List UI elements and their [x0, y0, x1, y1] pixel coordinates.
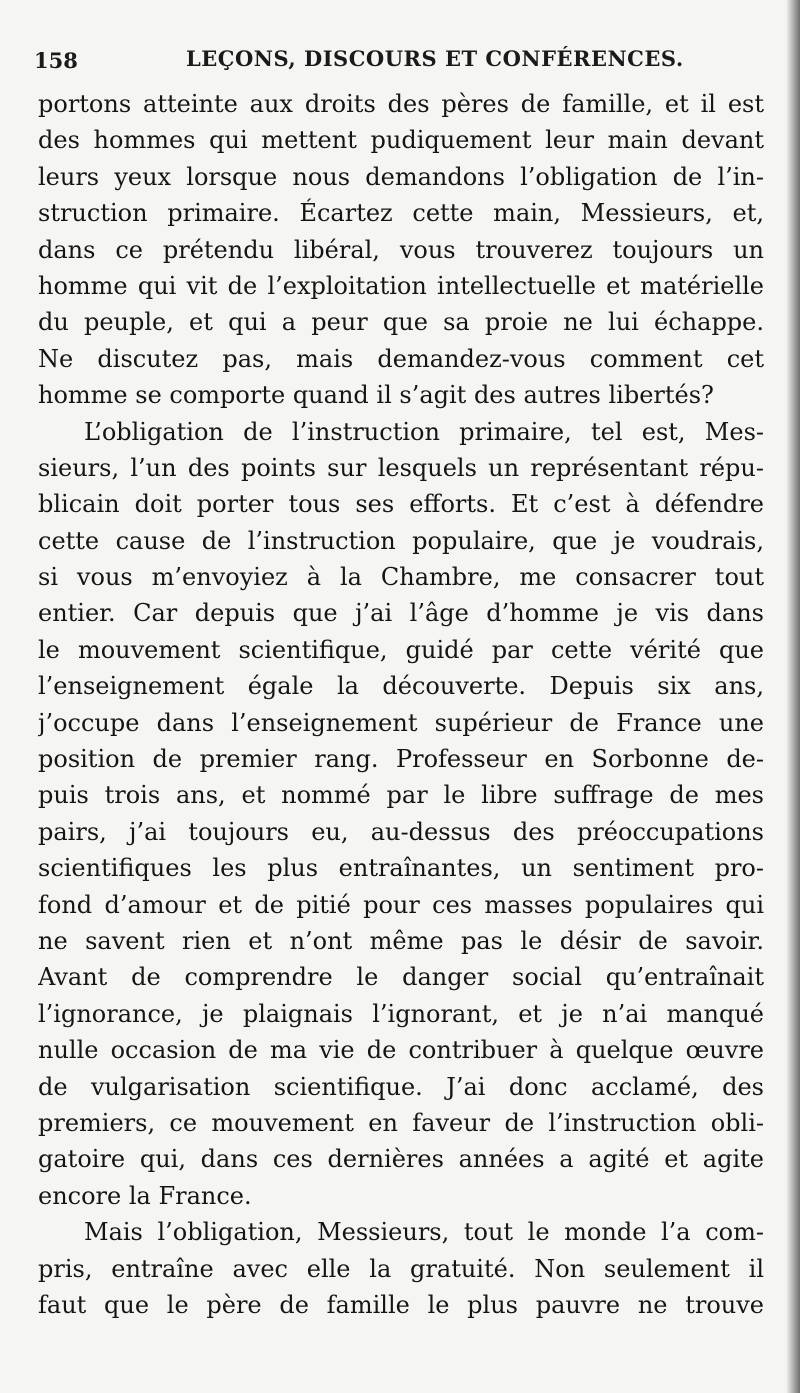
- text-line: ne savent rien et n’ont même pas le désir de savoir.: [38, 926, 764, 955]
- text-line: l’ignorance, je plaignais l’ignorant, et je n’ai manqué: [38, 999, 764, 1028]
- text-line: pairs, j’ai toujours eu, au-dessus des préoccupations: [38, 817, 764, 846]
- text-line: dans ce prétendu libéral, vous trouverez toujours un: [38, 235, 764, 264]
- text-line: si vous m’envoyiez à la Chambre, me consacrer tout: [38, 563, 764, 592]
- text-line: pris, entraîne avec elle la gratuité. Non seulement il: [38, 1254, 764, 1283]
- page-number: 158: [34, 48, 78, 73]
- text-line: des hommes qui mettent pudiquement leur main devant: [38, 126, 764, 155]
- text-line: l’enseignement égale la découverte. Depuis six ans,: [38, 672, 764, 701]
- page-header: [34, 44, 774, 78]
- text-line: encore la France.: [38, 1181, 252, 1210]
- text-line: premiers, ce mouvement en faveur de l’instruction obli-: [38, 1108, 764, 1137]
- running-head: LEÇONS, DISCOURS ET CONFÉRENCES.: [186, 46, 684, 71]
- body-text: [38, 86, 764, 1323]
- text-line: sieurs, l’un des points sur lesquels un représentant répu-: [38, 453, 764, 482]
- text-line: faut que le père de famille le plus pauvre ne trouve: [38, 1290, 764, 1319]
- text-line: du peuple, et qui a peur que sa proie ne lui échappe.: [38, 308, 764, 337]
- text-line: puis trois ans, et nommé par le libre suffrage de mes: [38, 781, 764, 810]
- text-line: cette cause de l’instruction populaire, que je voudrais,: [38, 526, 764, 555]
- text-line: de vulgarisation scientifique. J’ai donc acclamé, des: [38, 1072, 764, 1101]
- text-line: scientifiques les plus entraînantes, un sentiment pro-: [38, 854, 764, 883]
- text-line: Avant de comprendre le danger social qu’entraînait: [38, 963, 764, 992]
- text-line: position de premier rang. Professeur en Sorbonne de-: [38, 745, 764, 774]
- text-line: homme qui vit de l’exploitation intellectuelle et matérielle: [38, 271, 764, 300]
- text-line: entier. Car depuis que j’ai l’âge d’homme je vis dans: [38, 599, 764, 628]
- text-line: gatoire qui, dans ces dernières années a agité et agite: [38, 1145, 764, 1174]
- text-line: le mouvement scientifique, guidé par cette vérité que: [38, 635, 764, 664]
- text-line: leurs yeux lorsque nous demandons l’obligation de l’in-: [38, 162, 764, 191]
- text-line: nulle occasion de ma vie de contribuer à quelque œuvre: [38, 1036, 764, 1065]
- text-line: struction primaire. Écartez cette main, Messieurs, et,: [38, 199, 764, 228]
- text-line: fond d’amour et de pitié pour ces masses populaires qui: [38, 890, 764, 919]
- text-line: homme se comporte quand il s’agit des autres libertés?: [38, 381, 714, 410]
- text-line: portons atteinte aux droits des pères de famille, et il est: [38, 90, 764, 118]
- page-edge-shadow: [786, 0, 800, 1393]
- text-line: j’occupe dans l’enseignement supérieur de France une: [38, 708, 764, 737]
- text-line: Ne discutez pas, mais demandez-vous comment cet: [38, 344, 764, 373]
- text-line: blicain doit porter tous ses efforts. Et c’est à défendre: [38, 490, 764, 519]
- text-line: Mais l’obligation, Messieurs, tout le monde l’a com-: [84, 1218, 764, 1247]
- text-line: L’obligation de l’instruction primaire, tel est, Mes-: [84, 417, 764, 446]
